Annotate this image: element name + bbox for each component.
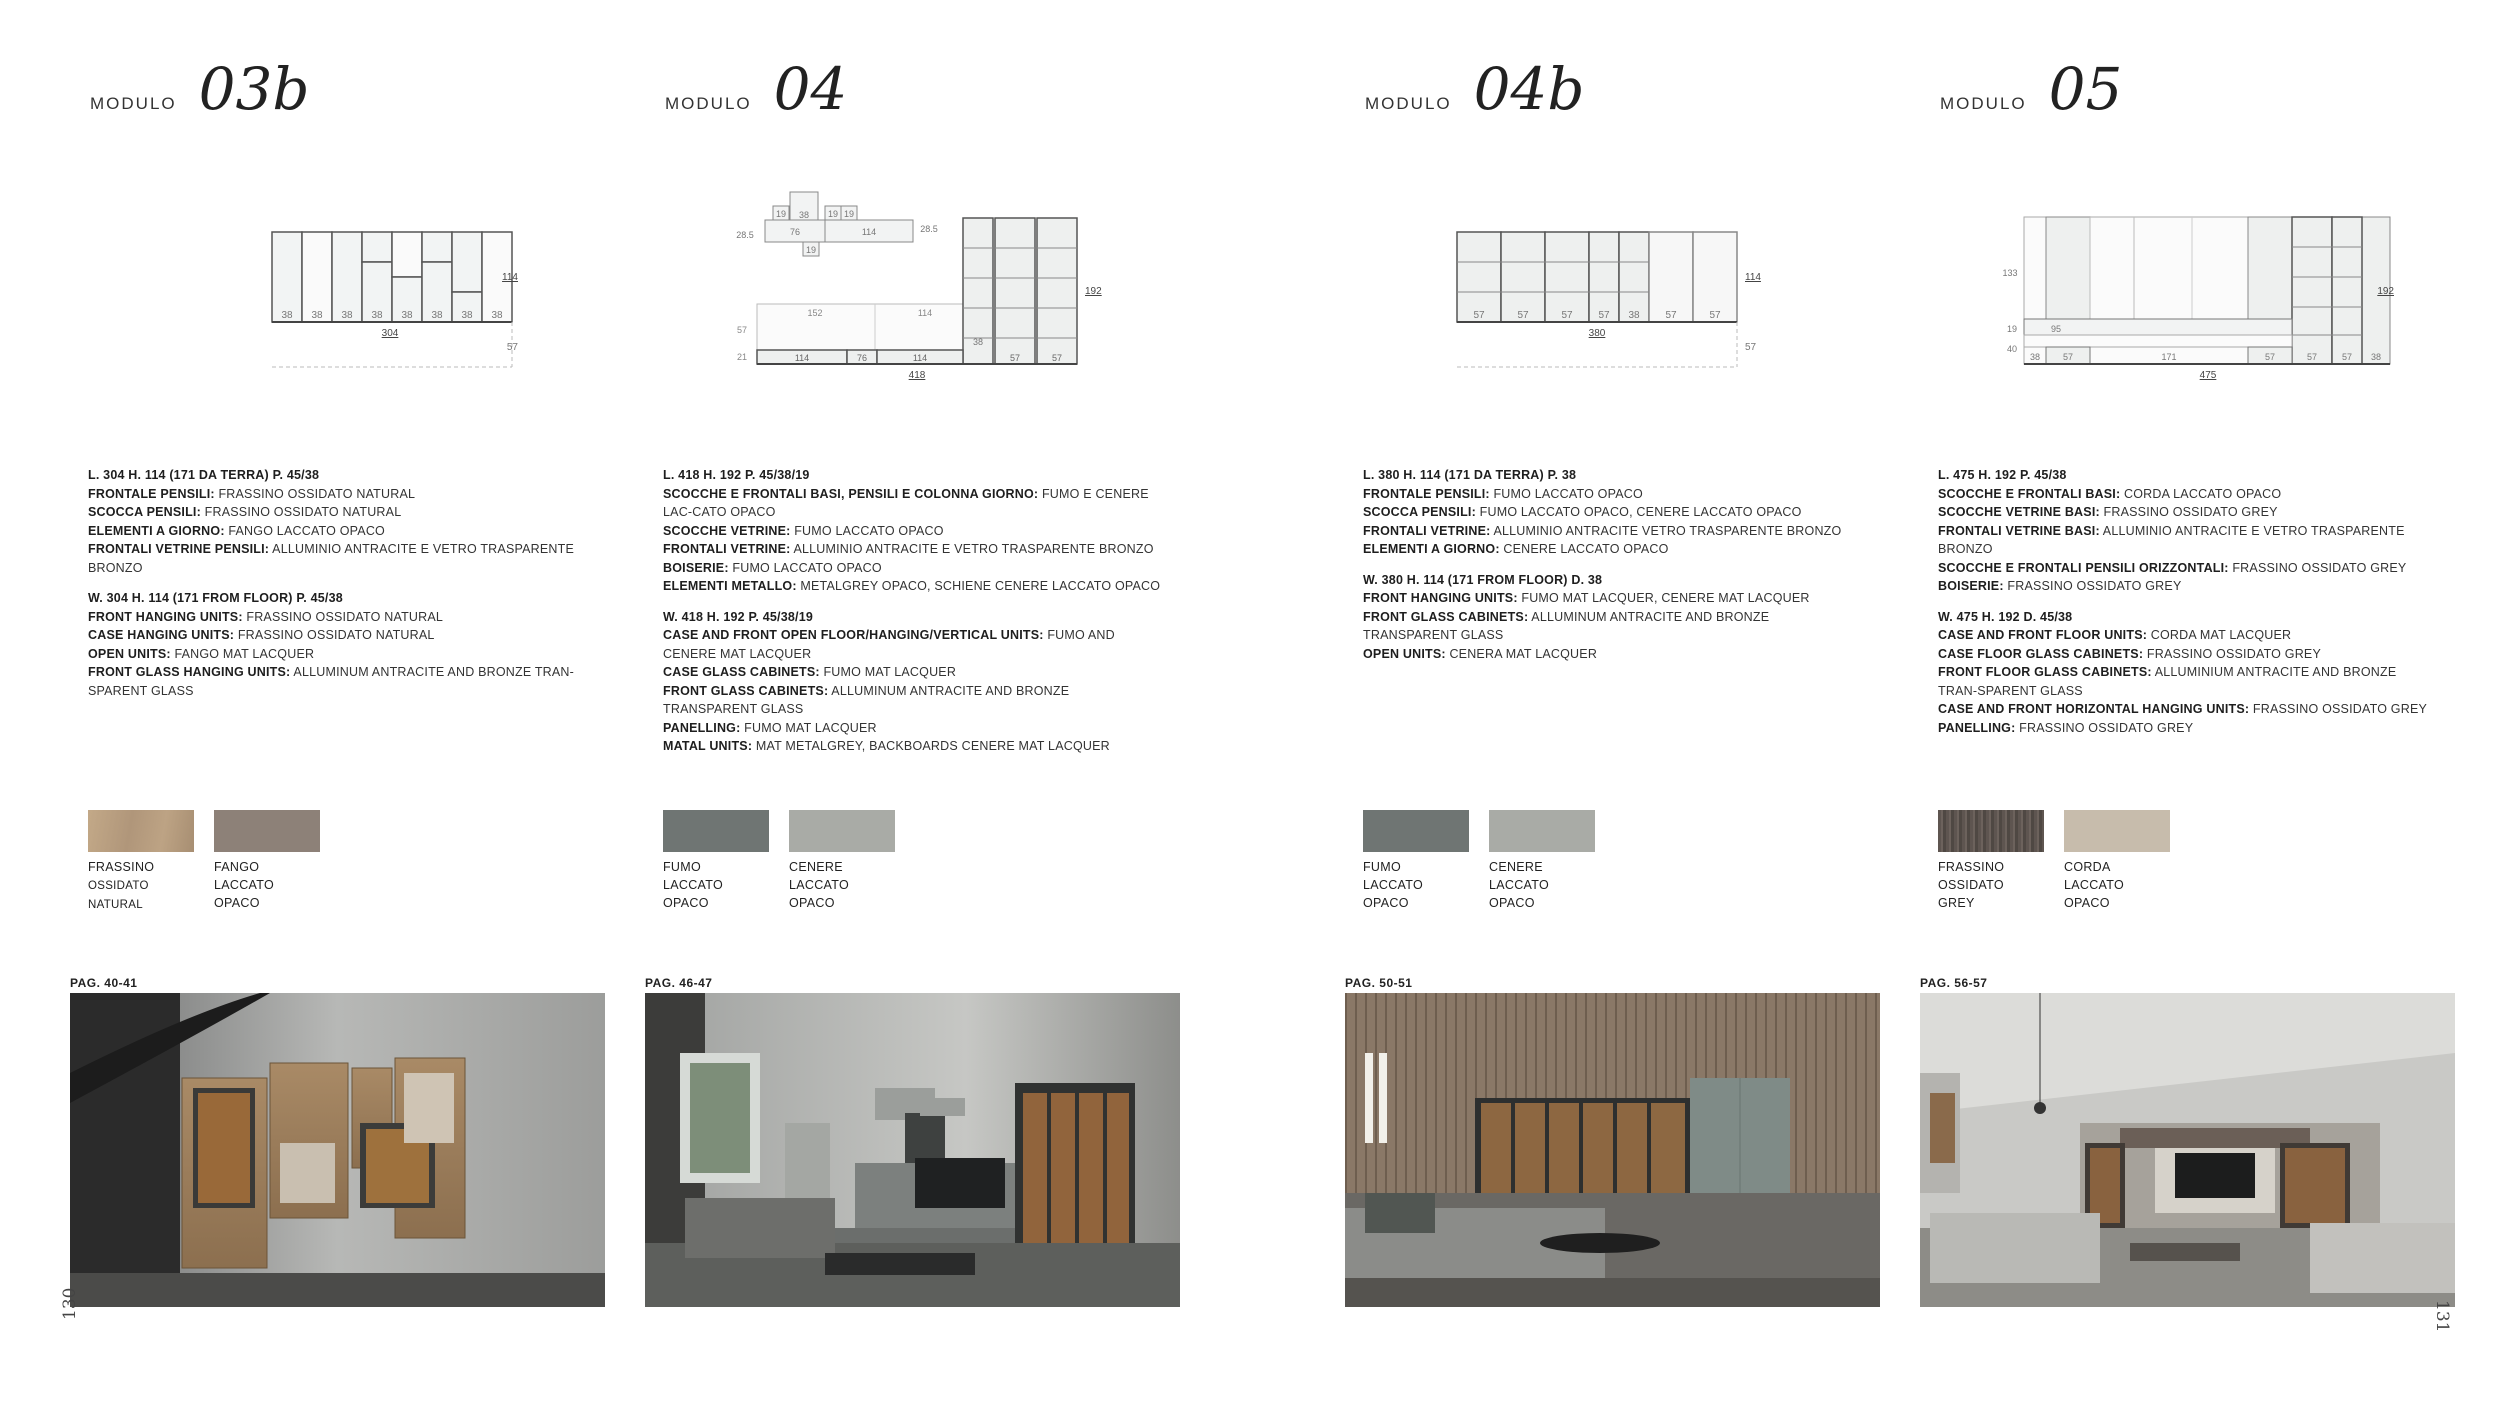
unit-label: 57 [1517, 310, 1529, 321]
dim-label: 133 [2002, 268, 2018, 278]
unit-label: 171 [2161, 352, 2177, 362]
spec-value: FANGO MAT LACQUER [170, 646, 315, 661]
swatch-chip [88, 810, 194, 852]
spec-key: FRONTALE PENSILI: [88, 486, 215, 501]
swatch-name: FRASSINO [88, 860, 155, 874]
module-title [1365, 55, 1585, 123]
unit-label: 38 [401, 310, 413, 321]
module-05 [1910, 0, 2470, 1406]
spec-heading: W. 418 H. 192 P. 45/38/19 [663, 609, 814, 624]
swatch [1363, 810, 1469, 912]
spec-key: FRONTALI VETRINE PENSILI: [88, 542, 270, 556]
spec-value: FUMO AND CENERE MAT LACQUER [663, 628, 1115, 661]
spec-key: CASE FLOOR GLASS CABINETS: [1938, 646, 2144, 661]
unit-label: 57 [1709, 310, 1721, 321]
spec-value: FRASSINO OSSIDATO GREY [2143, 646, 2321, 661]
module-word: MODULO [1365, 94, 1452, 113]
spec-key: ELEMENTI METALLO: [663, 579, 797, 593]
spec-key: SCOCCA PENSILI: [1363, 505, 1476, 519]
dim-label: 152 [807, 308, 823, 318]
spec-key: SCOCCHE E FRONTALI PENSILI ORIZZONTALI: [1938, 560, 2229, 575]
spec-value: ALLUMINIO ANTRACITE E VETRO TRASPARENTE BRONZO [88, 542, 574, 575]
spec-value: FANGO LACCATO OPACO [224, 523, 385, 538]
spec-key: FRONT FLOOR GLASS CABINETS: [1938, 665, 2152, 679]
module-03b [60, 0, 620, 1406]
dim-label: 114 [861, 227, 877, 237]
spec-key: FRONT HANGING UNITS: [1363, 591, 1518, 605]
height-label: 192 [1085, 286, 1102, 297]
module-word: MODULO [90, 94, 177, 113]
page-number-left: 130 [60, 1287, 80, 1320]
spec-key: CASE AND FRONT OPEN FLOOR/HANGING/VERTICAL UNITS: [663, 628, 1044, 642]
unit-label: 57 [1561, 310, 1573, 321]
spec-value: FRASSINO OSSIDATO GREY [2003, 579, 2182, 593]
height-label: 114 [1745, 272, 1761, 283]
floor-label: 57 [1745, 342, 1757, 353]
spec-text [88, 466, 588, 712]
spec-heading: L. 418 H. 192 P. 45/38/19 [663, 468, 810, 482]
spec-value: ALLUMINUM ANTRACITE AND BRONZE TRAN-SPARENT GLASS [88, 665, 575, 698]
spec-value: ALLUMINUM ANTRACITE AND BRONZE TRANSPARENT GLASS [1363, 609, 1770, 642]
dim-label: 19 [843, 209, 855, 219]
swatch-chip [1938, 810, 2044, 852]
spec-key: FRONTALE PENSILI: [1363, 486, 1490, 501]
unit-label: 38 [1628, 310, 1640, 321]
spec-key: FRONT GLASS CABINETS: [663, 683, 829, 698]
spec-value: CORDA LACCATO OPACO [2120, 486, 2282, 501]
spec-key: ELEMENTI A GIORNO: [88, 523, 225, 538]
spec-key: CASE AND FRONT FLOOR UNITS: [1938, 628, 2148, 642]
spec-key: CASE HANGING UNITS: [88, 628, 235, 642]
width-label: 418 [908, 370, 926, 381]
page-number-right: 131 [2432, 1300, 2452, 1333]
spec-value: FRASSINO OSSIDATO NATURAL [200, 505, 402, 519]
dim-label: 21 [736, 352, 747, 362]
spec-value: ALLUMINIO ANTRACITE E VETRO TRASPARENTE BRONZO [1938, 523, 2405, 556]
swatch [2064, 810, 2170, 912]
unit-label: 57 [1665, 310, 1677, 321]
spec-key: SCOCCHE E FRONTALI BASI: [1938, 486, 2121, 501]
spec-key: FRONT GLASS HANGING UNITS: [88, 665, 291, 679]
unit-label: 57 [1009, 353, 1021, 363]
spec-value: CENERA MAT LACQUER [1445, 646, 1598, 661]
dim-label: 40 [2006, 344, 2018, 354]
dim-label: 19 [827, 209, 839, 219]
page-reference: PAG. 46-47 [645, 976, 713, 990]
module-diagram [120, 180, 520, 400]
unit-label: 38 [491, 310, 503, 321]
unit-label: 114 [912, 353, 928, 363]
swatch-chip [663, 810, 769, 852]
unit-label: 38 [371, 310, 383, 321]
spec-value: FRASSINO OSSIDATO NATURAL [242, 609, 444, 624]
unit-label: 38 [311, 310, 323, 321]
swatch-chip [2064, 810, 2170, 852]
spec-key: PANELLING: [1938, 720, 2016, 735]
spec-heading: L. 380 H. 114 (171 DA TERRA) P. 38 [1363, 468, 1577, 482]
spec-value: FUMO LACCATO OPACO [728, 560, 882, 575]
spec-value: ALLUMINIO ANTRACITE E VETRO TRASPARENTE BRONZO [790, 542, 1154, 556]
spec-value: CENERE LACCATO OPACO [1499, 542, 1669, 556]
spec-value: MAT METALGREY, BACKBOARDS CENERE MAT LACQUER [752, 739, 1110, 753]
unit-label: 57 [1051, 353, 1063, 363]
swatch-chip [789, 810, 895, 852]
spec-value: FRASSINO OSSIDATO GREY [2228, 560, 2407, 575]
spec-value: ALLUMINIUM ANTRACITE AND BRONZE TRAN-SPARENT GLASS [1938, 665, 2397, 698]
spec-value: FRASSINO OSSIDATO GREY [2099, 505, 2278, 519]
swatch-name: CENERE [789, 860, 843, 874]
room-photo [70, 993, 605, 1307]
spec-key: CASE GLASS CABINETS: [663, 665, 820, 679]
swatch [663, 810, 769, 912]
module-title [665, 55, 847, 123]
spec-value: FRASSINO OSSIDATO NATURAL [234, 628, 435, 642]
swatch-name: CORDA [2064, 860, 2111, 874]
width-label: 475 [2199, 370, 2217, 381]
swatch [1489, 810, 1595, 912]
unit-label: 57 [2264, 352, 2276, 362]
width-label: 304 [381, 328, 399, 339]
spec-text [1363, 466, 1863, 675]
module-word: MODULO [1940, 94, 2027, 113]
page-reference: PAG. 50-51 [1345, 976, 1413, 990]
module-title [90, 55, 310, 123]
spec-value: FUMO E CENERE LAC-CATO OPACO [663, 486, 1149, 519]
dim-label: 95 [2050, 324, 2062, 334]
room-photo [1345, 993, 1880, 1307]
floor-label: 57 [506, 342, 518, 353]
spec-value: FUMO LACCATO OPACO [790, 523, 944, 538]
unit-label: 38 [2370, 352, 2382, 362]
spec-heading: W. 380 H. 114 (171 FROM FLOOR) D. 38 [1363, 572, 1603, 587]
spec-key: CASE AND FRONT HORIZONTAL HANGING UNITS: [1938, 702, 2250, 716]
spec-key: SCOCCHE E FRONTALI BASI, PENSILI E COLONNA GIORNO: [663, 486, 1039, 501]
swatch-finish: LACCATO OPACO [663, 878, 723, 910]
module-title [1940, 55, 2122, 123]
module-word: MODULO [665, 94, 752, 113]
spec-value: CORDA MAT LACQUER [2147, 628, 2292, 642]
room-photo [645, 993, 1180, 1307]
width-label: 380 [1588, 328, 1606, 339]
unit-label: 57 [2341, 352, 2353, 362]
spec-key: SCOCCHE VETRINE BASI: [1938, 505, 2100, 519]
spec-value: FRASSINO OSSIDATO GREY [2015, 720, 2194, 735]
spec-key: FRONT HANGING UNITS: [88, 609, 243, 624]
dim-label: 38 [798, 210, 810, 220]
swatch-name: FANGO [214, 860, 260, 874]
unit-label: 57 [2306, 352, 2318, 362]
spec-key: FRONT GLASS CABINETS: [1363, 609, 1529, 624]
spec-key: MATAL UNITS: [663, 739, 753, 753]
spec-key: BOISERIE: [1938, 579, 2004, 593]
swatch [789, 810, 895, 912]
swatch-finish: LACCATO OPACO [2064, 878, 2124, 910]
unit-label: 57 [1598, 310, 1610, 321]
swatch-finish: LACCATO OPACO [1489, 878, 1549, 910]
spec-key: FRONTALI VETRINE BASI: [1938, 523, 2100, 538]
swatch-chip [1489, 810, 1595, 852]
page-reference: PAG. 56-57 [1920, 976, 1988, 990]
spec-key: FRONTALI VETRINE: [663, 542, 791, 556]
spec-key: FRONTALI VETRINE: [1363, 523, 1491, 538]
swatch-name: FRASSINO [1938, 860, 2005, 874]
swatch [1938, 810, 2044, 912]
unit-label: 57 [2062, 352, 2074, 362]
spec-value: FUMO MAT LACQUER, CENERE MAT LACQUER [1517, 591, 1810, 605]
swatch-finish: OSSIDATO GREY [1938, 878, 2004, 910]
swatch-name: FUMO [663, 860, 701, 874]
module-diagram [685, 180, 1155, 400]
swatch-finish: LACCATO OPACO [1363, 878, 1423, 910]
spec-text [663, 466, 1163, 768]
spec-value: FRASSINO OSSIDATO GREY [2249, 702, 2428, 716]
dim-label: 38 [972, 337, 984, 347]
module-diagram [1940, 180, 2400, 400]
dim-label: 19 [805, 245, 817, 255]
unit-label: 57 [1473, 310, 1485, 321]
swatch-finish: LACCATO OPACO [789, 878, 849, 910]
swatch-chip [214, 810, 320, 852]
dim-label: 57 [736, 325, 747, 335]
spec-value: FRASSINO OSSIDATO NATURAL [214, 486, 416, 501]
spec-value: FUMO MAT LACQUER [819, 665, 957, 679]
dim-label: 76 [789, 227, 801, 237]
swatch-finish: LACCATO OPACO [214, 878, 274, 910]
swatch-name: CENERE [1489, 860, 1543, 874]
spec-key: OPEN UNITS: [88, 646, 171, 661]
unit-label: 114 [794, 353, 810, 363]
spec-heading: L. 304 H. 114 (171 DA TERRA) P. 45/38 [88, 468, 320, 482]
swatch-chip [1363, 810, 1469, 852]
spec-key: BOISERIE: [663, 560, 729, 575]
spec-value: FUMO LACCATO OPACO [1489, 486, 1643, 501]
dim-label: 114 [917, 308, 933, 318]
spec-key: SCOCCA PENSILI: [88, 505, 201, 519]
module-04 [635, 0, 1195, 1406]
module-04b [1335, 0, 1895, 1406]
dim-label: 19 [2006, 324, 2018, 334]
spec-value: ALLUMINIO ANTRACITE VETRO TRASPARENTE BRONZO [1490, 523, 1842, 538]
swatch-name: FUMO [1363, 860, 1401, 874]
unit-label: 38 [431, 310, 443, 321]
spec-value: ALLUMINUM ANTRACITE AND BRONZE TRANSPARENT GLASS [663, 683, 1070, 716]
spec-value: METALGREY OPACO, SCHIENE CENERE LACCATO OPACO [796, 579, 1161, 593]
spec-value: FUMO MAT LACQUER [740, 720, 877, 735]
unit-label: 38 [341, 310, 353, 321]
room-photo [1920, 993, 2455, 1307]
spec-text [1938, 466, 2438, 749]
spec-heading: W. 304 H. 114 (171 FROM FLOOR) P. 45/38 [88, 591, 343, 605]
swatch-finish: OSSIDATO NATURAL [88, 880, 149, 911]
spec-key: SCOCCHE VETRINE: [663, 523, 791, 538]
swatch [214, 810, 320, 912]
swatch [88, 810, 194, 914]
dim-label: 28.5 [736, 230, 754, 240]
height-label: 192 [2377, 286, 2394, 297]
module-number: 04b [1473, 55, 1585, 123]
unit-label: 38 [2029, 352, 2041, 362]
height-label: 114 [502, 272, 518, 283]
spec-key: ELEMENTI A GIORNO: [1363, 542, 1500, 556]
unit-label: 38 [281, 310, 293, 321]
module-number: 03b [198, 55, 310, 123]
spec-value: FUMO LACCATO OPACO, CENERE LACCATO OPACO [1475, 505, 1802, 519]
module-number: 04 [773, 55, 848, 123]
dim-label: 28.5 [920, 224, 938, 234]
spec-key: PANELLING: [663, 720, 741, 735]
module-diagram [1395, 180, 1795, 400]
spec-key: OPEN UNITS: [1363, 646, 1446, 661]
page-reference: PAG. 40-41 [70, 976, 138, 990]
spec-heading: L. 475 H. 192 P. 45/38 [1938, 468, 2067, 482]
spec-heading: W. 475 H. 192 D. 45/38 [1938, 609, 2073, 624]
unit-label: 38 [461, 310, 473, 321]
dim-label: 19 [775, 209, 787, 219]
module-number: 05 [2048, 55, 2123, 123]
unit-label: 76 [856, 353, 868, 363]
